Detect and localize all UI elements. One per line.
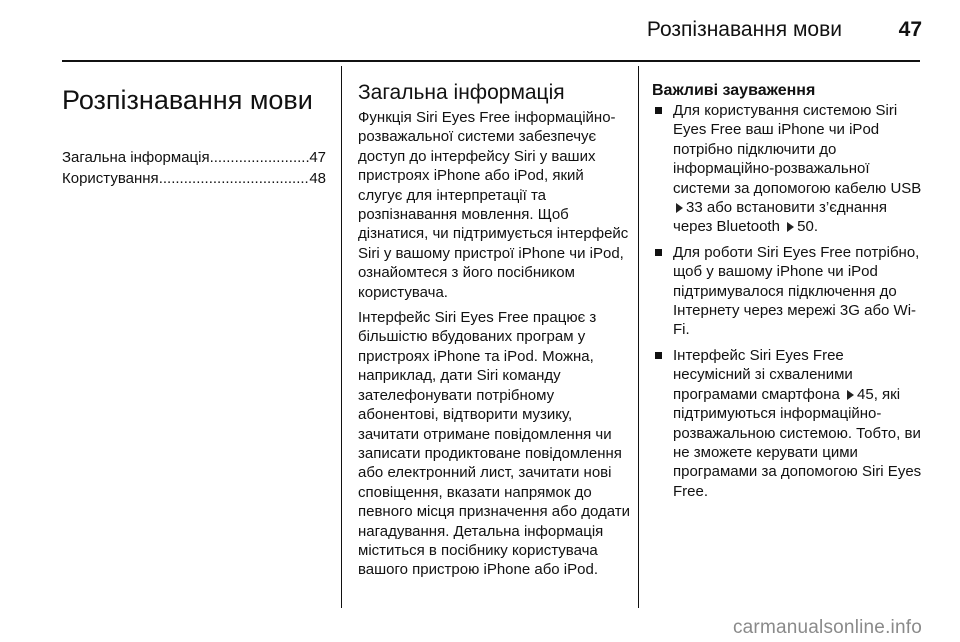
header-rule — [62, 60, 920, 62]
toc-entry-page: 47 — [309, 149, 326, 166]
page-ref-arrow-icon — [676, 203, 683, 213]
column-divider-left — [341, 66, 342, 608]
note-text: або встановити з’єднання через Bluetooth — [673, 199, 887, 236]
page-number: 47 — [898, 18, 922, 41]
note-text: . — [813, 218, 818, 236]
bullet-square-icon — [655, 249, 662, 256]
toc-entry-label: Користування — [62, 170, 159, 187]
header-title: Розпізнавання мови — [646, 18, 842, 41]
chapter-column — [62, 82, 326, 189]
page-ref-number[interactable]: 45 — [857, 385, 874, 403]
toc-entry-page: 48 — [309, 170, 326, 187]
note-item-internet — [652, 243, 922, 340]
general-info-column — [358, 80, 630, 586]
note-item-smartphone-apps — [652, 346, 922, 501]
toc-entry-general[interactable] — [62, 147, 326, 168]
page-ref-number[interactable]: 50 — [797, 218, 814, 236]
note-text: , які підтримуються інформаційно-розважальною системою. Тобто, ви не зможете керувати цими програмами за допомогою Siri Eyes Free. — [673, 385, 922, 500]
toc-entry-usage[interactable] — [62, 168, 326, 189]
general-paragraph-1: Функція Siri Eyes Free інформаційно-розважальної системи забезпечує доступ до інтерфейсу Siri у ваших пристроях iPhone або iPod, який слугує для інтерпретації та розпізнавання мовлення. Щоб дізнатися, чи підтримується інтерфейс Siri у вашому пристрої iPhone чи iPod, ознайомтеся з його посібником користувача. — [358, 109, 629, 301]
toc-leader-dots — [210, 147, 310, 168]
notes-column — [652, 81, 922, 507]
page-ref-arrow-icon — [847, 390, 854, 400]
chapter-title: Розпізнавання мови — [62, 85, 313, 115]
notes-list — [652, 101, 922, 501]
bullet-square-icon — [655, 107, 662, 114]
toc-leader-dots — [159, 168, 310, 189]
watermark: carmanualsonline.info — [732, 617, 922, 638]
section-title-general: Загальна інформація — [358, 81, 565, 104]
general-paragraph-2: Інтерфейс Siri Eyes Free працює з більшістю вбудованих програм у пристроях iPhone та iPod. Можна, наприклад, дати Siri команду зателефонувати потрібному абонентові, відтворити музику, зачитати отримане повідомлення чи записати продиктоване повідомлення або електронний лист, зачитати нові сповіщення, вказати напрямок до певного місця призначення або додати нагадування. Детальна інформація міститься в посібнику користувача вашого пристрою iPhone або iPod. — [358, 309, 630, 579]
column-divider-right — [638, 66, 639, 608]
notes-title: Важливі зауваження — [652, 82, 816, 99]
toc-entry-label: Загальна інформація — [62, 149, 210, 166]
note-text: Для користування системою Siri Eyes Free ваш iPhone чи iPod потрібно підключити до інформаційно-розважальної системи за допомогою кабелю USB — [673, 102, 922, 197]
bullet-square-icon — [655, 352, 662, 359]
page-ref-number[interactable]: 33 — [686, 199, 703, 217]
note-text: Інтерфейс Siri Eyes Free несумісний зі схваленими програмами смартфона — [673, 346, 853, 403]
note-text: Для роботи Siri Eyes Free потрібно, щоб у вашому iPhone чи iPod підтримувалося підключення до Інтернету через мережі 3G або Wi-Fi. — [673, 243, 920, 339]
page-ref-arrow-icon — [787, 222, 794, 232]
note-item-usb-bluetooth — [652, 101, 922, 237]
